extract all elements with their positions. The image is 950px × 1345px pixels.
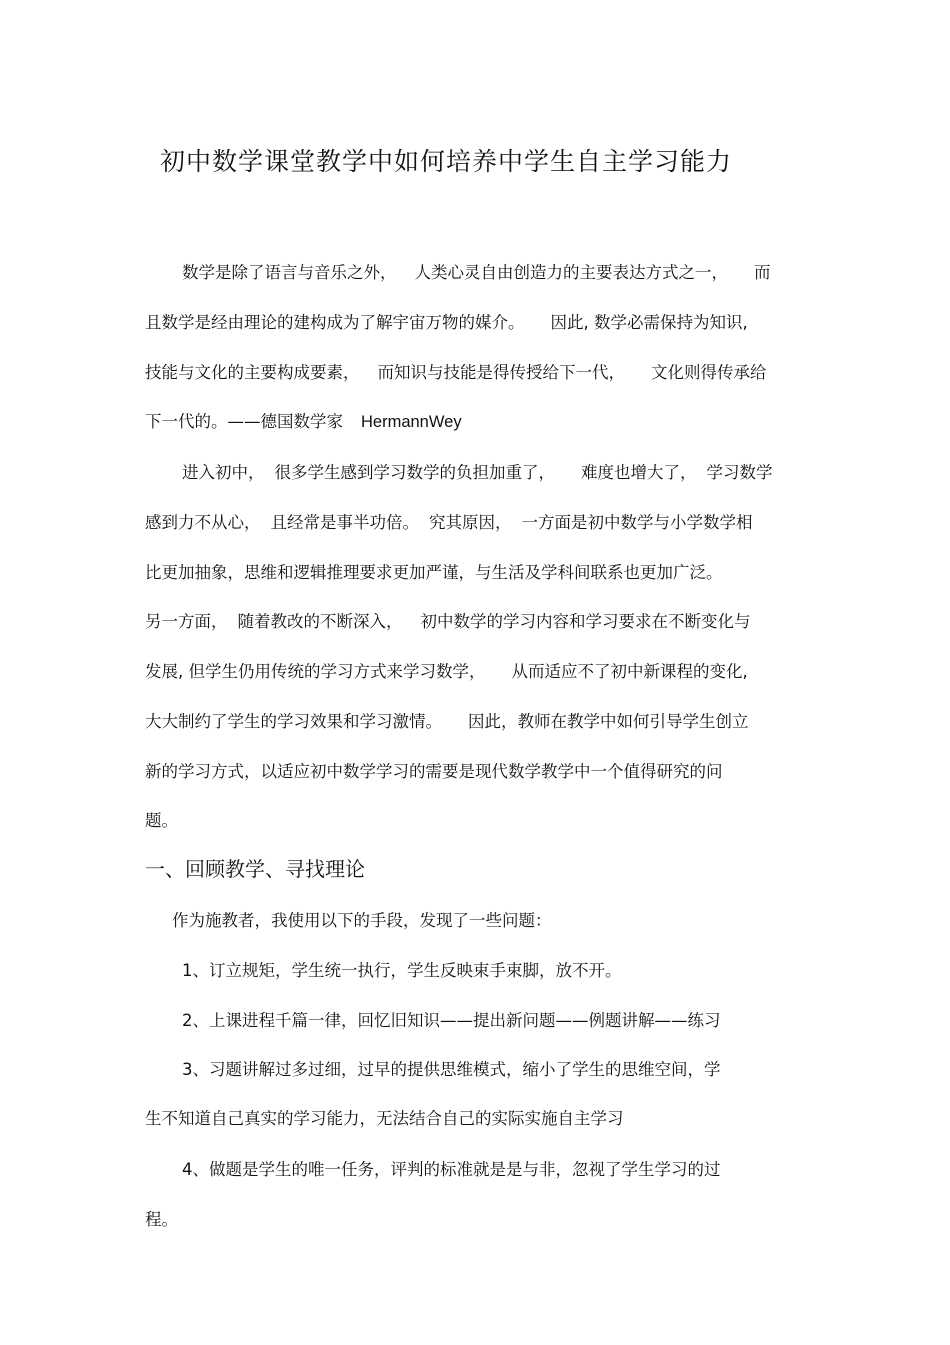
intro-line-4: [145, 408, 462, 432]
list-item-4-line-1: 4、做题是学生的唯一任务，评判的标准就是是与非，忽视了学生学习的过: [182, 1160, 721, 1179]
intro-line-2: [145, 309, 748, 333]
section-heading: 一、回顾教学、寻找理论: [145, 857, 365, 881]
para2-text: 初中数学的学习内容和学习要求在不断变化与: [420, 612, 751, 631]
intro-text: 而: [754, 263, 771, 282]
document-title: 初中数学课堂教学中如何培养中学生自主学习能力: [160, 147, 733, 176]
para2-line-2: [145, 509, 753, 533]
para2-text: 从而适应不了初中新课程的变化,: [511, 662, 748, 681]
intro-text: 而知识与技能是得传授给下一代，: [377, 363, 625, 382]
para2-text: 因此，教师在教学中如何引导学生创立: [468, 712, 749, 731]
author-name: HermannWey: [361, 413, 462, 431]
para2-text: 很多学生感到学习数学的负担加重了，: [274, 463, 555, 482]
intro-text: 且数学是经由理论的建构成为了解宇宙万物的媒介。: [145, 313, 525, 332]
section-lead: 作为施教者，我使用以下的手段，发现了一些问题：: [172, 911, 552, 930]
para2-text: 进入初中，: [182, 463, 265, 482]
list-item-3-line-1: 3、习题讲解过多过细，过早的提供思维模式，缩小了学生的思维空间，学: [182, 1060, 721, 1079]
para2-text: 随着教改的不断深入，: [237, 612, 403, 631]
para2-line-4: [145, 608, 751, 632]
list-item-2: 2、上课进程千篇一律，回忆旧知识——提出新问题——例题讲解——练习: [182, 1011, 721, 1030]
intro-text: 文化则得传承给: [651, 363, 767, 382]
para2-text: 大大制约了学生的学习效果和学习激情。: [145, 712, 442, 731]
para2-text: 且经常是事半功倍。: [270, 513, 419, 532]
para2-line-8: 题。: [145, 811, 178, 830]
intro-line-1: [182, 259, 771, 283]
list-item-4-line-2: 程。: [145, 1210, 178, 1229]
para2-text: 究其原因，: [429, 513, 512, 532]
list-item-1: 1、订立规矩，学生统一执行，学生反映束手束脚，放不开。: [182, 961, 622, 980]
para2-line-1: [182, 459, 773, 483]
para2-text: 另一方面，: [145, 612, 228, 631]
list-item-3-line-2: 生不知道自己真实的学习能力，无法结合自己的实际实施自主学习: [145, 1109, 624, 1128]
para2-text: 难度也增大了，: [581, 463, 697, 482]
para2-text: 感到力不从心，: [145, 513, 261, 532]
para2-line-7: 新的学习方式，以适应初中数学学习的需要是现代数学教学中一个值得研究的问: [145, 762, 723, 781]
para2-text: 学习数学: [706, 463, 773, 482]
intro-text: 下一代的。——德国数学家: [145, 412, 343, 431]
intro-text: 人类心灵自由创造力的主要表达方式之一，: [414, 263, 728, 282]
intro-text: 因此, 数学必需保持为知识,: [550, 313, 748, 332]
para2-line-5: [145, 658, 748, 682]
para2-line-6: [145, 708, 749, 732]
intro-text: 数学是除了语言与音乐之外，: [182, 263, 397, 282]
para2-text: 一方面是初中数学与小学数学相: [521, 513, 753, 532]
intro-text: 技能与文化的主要构成要素，: [145, 363, 360, 382]
intro-line-3: [145, 359, 767, 383]
para2-line-3: 比更加抽象，思维和逻辑推理要求更加严谨，与生活及学科间联系也更加广泛。: [145, 563, 723, 582]
para2-text: 发展, 但学生仍用传统的学习方式来学习数学，: [145, 662, 486, 681]
